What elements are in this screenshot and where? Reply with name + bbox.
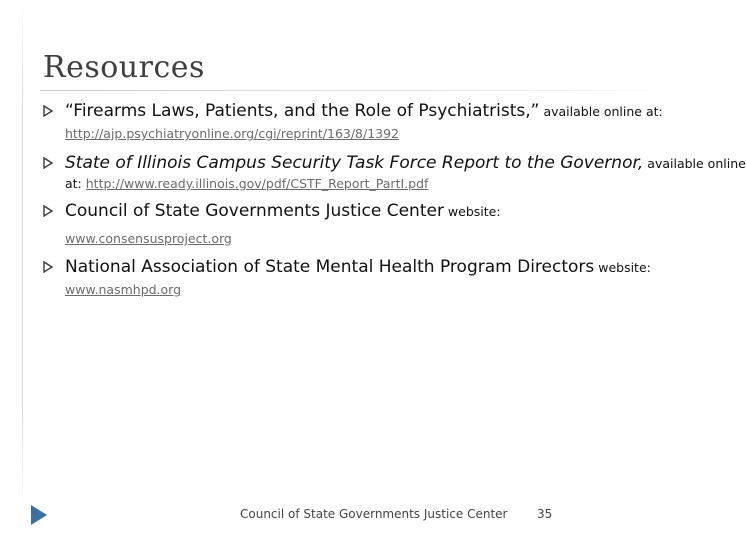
triangle-bullet-icon	[43, 262, 53, 272]
resource-link[interactable]: www.nasmhpd.org	[65, 282, 182, 297]
resource-link-prefix: at:	[65, 176, 86, 191]
footer-text: Council of State Governments Justice Center	[240, 507, 508, 521]
resource-item-2	[65, 153, 746, 173]
slide-nav-arrow-icon[interactable]	[28, 503, 50, 527]
resource-title: National Association of State Mental Health Program Directors	[65, 257, 595, 277]
triangle-bullet-icon	[43, 158, 53, 168]
left-accent-line	[22, 0, 23, 510]
resource-note: website:	[594, 260, 651, 275]
resource-link-line-4	[65, 282, 181, 297]
resource-item-4	[65, 257, 651, 277]
resource-note: available online at:	[539, 104, 663, 119]
title-divider	[40, 90, 680, 91]
resource-link[interactable]: http://ajp.psychiatryonline.org/cgi/reprint/163/8/1392	[65, 126, 400, 141]
resource-link-line-3	[65, 231, 232, 246]
resource-title: State of Illinois Campus Security Task Force Report to the Governor,	[65, 153, 644, 173]
resource-title: “Firearms Laws, Patients, and the Role of Psychiatrists,”	[65, 101, 540, 121]
slide-title: Resources	[43, 50, 205, 85]
resource-link-line-1	[65, 126, 399, 141]
resource-note: website:	[443, 204, 501, 219]
resource-title: Council of State Governments Justice Center	[65, 201, 444, 221]
page-number: 35	[537, 507, 553, 521]
triangle-bullet-icon	[43, 206, 53, 216]
resource-note: available online	[643, 156, 746, 171]
resource-link[interactable]: www.consensusproject.org	[65, 231, 232, 246]
triangle-bullet-icon	[43, 106, 53, 116]
resource-link-line-2	[65, 176, 428, 191]
resource-item-3	[65, 201, 501, 221]
resource-item-1	[65, 101, 663, 121]
resource-link[interactable]: http://www.ready.illinois.gov/pdf/CSTF_Report_PartI.pdf	[85, 176, 429, 191]
